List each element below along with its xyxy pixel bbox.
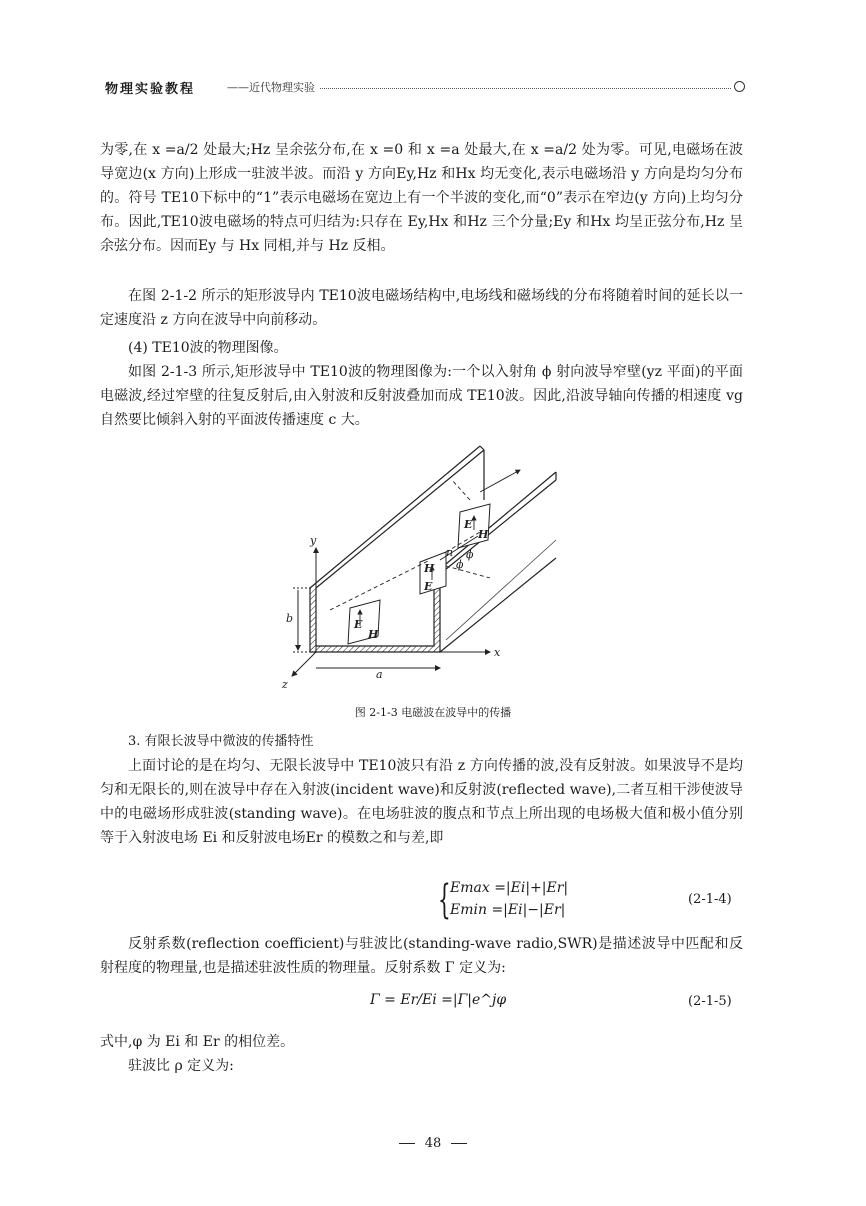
equation-emin: Emin =|Ei|−|Er| (450, 902, 566, 918)
label-H-2: H (424, 562, 435, 575)
paragraph-swr-definition: 驻波比 ρ 定义为: (128, 1058, 234, 1074)
label-H-3: H (478, 528, 489, 541)
label-E-3: E (464, 518, 473, 531)
label-H-1: H (368, 628, 379, 641)
axis-label-y: y (310, 534, 317, 547)
subheading-physical-image: (4) TE10波的物理图像。 (128, 340, 288, 356)
label-E-2: E (424, 580, 433, 593)
waveguide-walls (310, 446, 556, 652)
paragraph-physical-image: 如图 2-1-3 所示,矩形波导中 TE10波的物理图像为:一个以入射角 ϕ 射向波导窄壁(yz 平面)的平面电磁波,经过窄壁的往复反射后,由入射波和反射波叠加而成 TE10波。因此,沿波导轴向传播的相速度 vg 自然要比倾斜入射的平面波传播速度 c 大。 (100, 364, 743, 428)
paragraph-reflection-coefficient: 反射系数(reflection coefficient)与驻波比(standing-wave radio,SWR)是描述波导中匹配和反射程度的物理量,也是描述驻波性质的物理量。反射系数 Γ 定义为: (100, 936, 743, 976)
waveguide-left-hatch (310, 588, 316, 652)
axis-label-x: x (494, 646, 501, 659)
waveguide-bottom-hatch (310, 646, 440, 652)
equation-emax: Emax =|Ei|+|Er| (450, 880, 569, 896)
running-header (105, 78, 745, 98)
header-circle-ornament (734, 81, 745, 92)
book-title: 物理实验教程 (105, 82, 196, 97)
page-number-value: 48 (424, 1136, 442, 1151)
chapter-subtitle: ——近代物理实验 (227, 81, 315, 94)
equation-number-2-1-5: (2-1-5) (688, 994, 732, 1009)
page-number (0, 1136, 866, 1151)
page-number-dash-left (399, 1143, 415, 1144)
page-number-dash-right (451, 1143, 467, 1144)
label-phi-1: ϕ (466, 548, 474, 561)
section-heading: 3. 有限长波导中微波的传播特性 (128, 734, 314, 749)
paragraph-te10-field-distribution: 为零,在 x =a/2 处最大;Hz 呈余弦分布,在 x =0 和 x =a 处最大,在 x =a/2 处为零。可见,电磁场在波导宽边(x 方向)上形成一驻波半波。而沿 y 方向Ey,Hz 和Hx 均无变化,表示电磁场沿 y 方向是均匀分布的。符号 TE10下标中的“1”表示电磁场在宽边上有一个半波的变化,而“0”表示在窄边(y 方向)上均匀分布。因此,TE10波电磁场的特点可归结为:只存在 Ey,Hx 和Hz 三个分量;Ey 和Hx 均呈正弦分布,Hz 呈余弦分布。因而Ey 与 Hx 同相,并与 Hz 反相。 (100, 142, 743, 254)
label-E-1: E (354, 618, 363, 631)
header-dotted-rule (320, 88, 731, 89)
paragraph-finite-waveguide: 上面讨论的是在均匀、无限长波导中 TE10波只有沿 z 方向传播的波,没有反射波。如果波导不是均匀和无限长的,则在波导中存在入射波(incident wave)和反射波(reflected wave),二者互相干涉使波导中的电磁场形成驻波(standing wave)。在电场驻波的腹点和节点上所出现的电场极大值和极小值分别等于入射波电场 Ei 和反射波电场Er 的模数之和与差,即 (100, 758, 743, 846)
axis-label-z: z (282, 678, 288, 691)
equation-number-2-1-4: (2-1-4) (688, 892, 732, 907)
figure-caption: 图 2-1-3 电磁波在波导中的传播 (354, 706, 512, 719)
dimension-label-b: b (286, 612, 294, 625)
label-phi-2: ϕ (456, 558, 464, 571)
waveguide-figure (0, 440, 866, 700)
dimension-label-a: a (376, 668, 383, 681)
label-normal-n: n (446, 546, 454, 559)
paragraph-phase-difference: 式中,φ 为 Ei 和 Er 的相位差。 (100, 1034, 295, 1050)
paragraph-field-movement: 在图 2-1-2 所示的矩形波导内 TE10波电磁场结构中,电场线和磁场线的分布将随着时间的延长以一定速度沿 z 方向在波导中向前移动。 (100, 288, 743, 328)
equation-2-1-5: Γ = Er/Ei =|Γ|e^jφ (370, 992, 507, 1008)
